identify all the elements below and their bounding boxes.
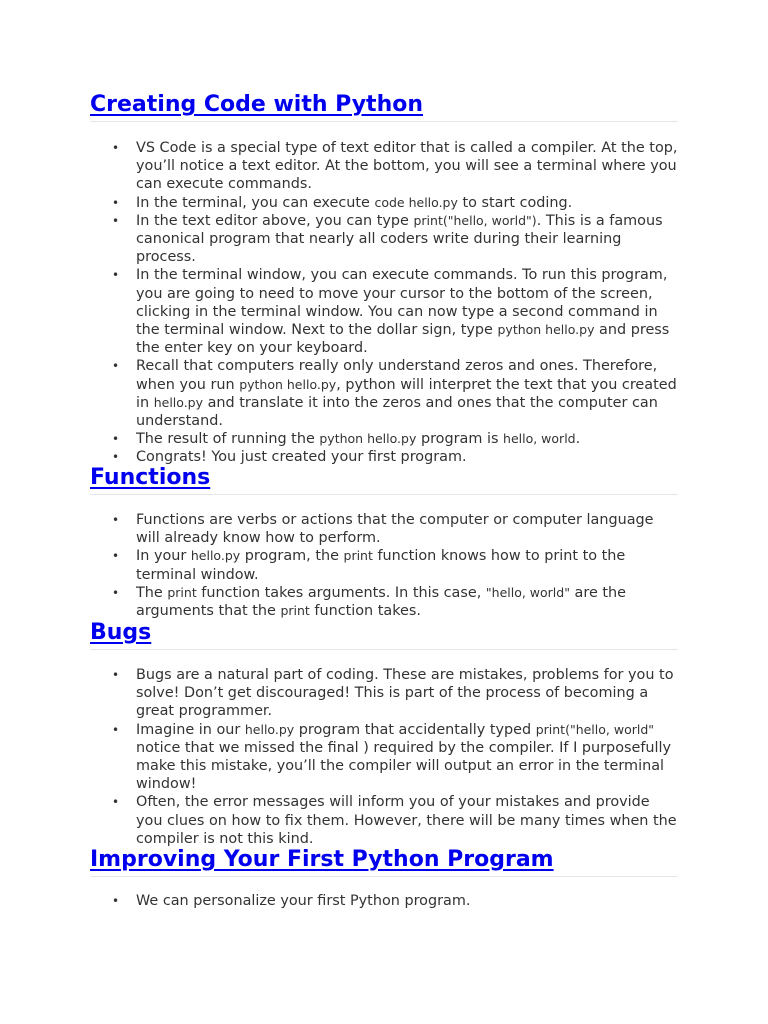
bullet-list-bugs — [90, 666, 678, 848]
inline-code: python hello.py — [319, 431, 417, 447]
bullet-list-functions — [90, 511, 678, 620]
heading-functions — [90, 464, 678, 495]
list-item-text: program that accidentally typed — [294, 721, 536, 738]
list-item-text: Congrats! You just created your first program. — [136, 449, 467, 466]
inline-code: print — [167, 584, 197, 600]
inline-code: print — [280, 603, 310, 619]
list-item-text: VS Code is a special type of text editor that is called a compiler. At the top, you’ll notice a text editor. At the bottom, you will see a terminal where you can execute commands. — [136, 140, 678, 193]
list-item — [90, 139, 678, 194]
heading-link-bugs[interactable]: Bugs — [90, 620, 152, 645]
list-item-text: function knows how to print to the terminal window. — [136, 548, 626, 583]
inline-code: hello.py — [153, 394, 203, 410]
list-item-text: , python will interpret the text that you created in — [136, 376, 677, 411]
inline-code: print("hello, world" — [535, 721, 655, 737]
list-item-text: The result of running the — [136, 431, 320, 448]
inline-code: code hello.py — [374, 194, 458, 210]
list-item — [90, 793, 678, 848]
inline-code: hello.py — [244, 721, 295, 737]
heading-link-creating-code[interactable]: Creating Code with Python — [90, 92, 424, 117]
heading-creating-code-with-python — [90, 91, 678, 122]
list-item-text: to start coding. — [457, 194, 573, 211]
list-item — [90, 212, 678, 267]
list-item-text: In your — [136, 548, 191, 565]
list-item — [90, 357, 678, 430]
list-item-text: are the arguments that the — [136, 584, 627, 620]
list-item — [90, 511, 678, 547]
list-item — [90, 547, 678, 583]
list-item-text: Functions are verbs or actions that the computer or computer language will already know how to perform. — [136, 512, 654, 547]
list-item-text: and translate it into the zeros and ones that the computer can understand. — [136, 394, 658, 430]
inline-code: print — [343, 548, 373, 564]
list-item-text: . This is a famous canonical program that nearly all coders write during their learning process. — [136, 212, 663, 266]
list-item — [90, 584, 678, 620]
inline-code: python hello.py — [497, 322, 595, 338]
inline-code: "hello, world" — [485, 584, 570, 600]
list-item-text: notice that we missed the final ) required by the compiler. If I purposefully make this mistake, you’ll the compiler will output an error in the terminal window! — [136, 739, 672, 793]
list-item — [90, 666, 678, 721]
list-item-text: program, the — [240, 548, 344, 565]
list-item — [90, 892, 678, 910]
list-item-text: Imagine in our — [136, 721, 245, 738]
list-item-text: Bugs are a natural part of coding. These are mistakes, problems for you to solve! Don’t get discouraged! This is part of the process of becoming a great programmer. — [136, 667, 674, 720]
list-item — [90, 194, 678, 212]
list-item — [90, 430, 678, 448]
heading-bugs — [90, 619, 678, 650]
list-item-text: The — [136, 584, 168, 601]
inline-code: python hello.py — [239, 376, 337, 392]
list-item-text: function takes arguments. In this case, — [196, 584, 486, 601]
heading-link-improving-program[interactable]: Improving Your First Python Program — [90, 847, 554, 872]
list-item-text: We can personalize your first Python program. — [136, 893, 471, 909]
bullet-list-improving-program — [90, 892, 678, 910]
list-item-text: program is — [416, 431, 504, 448]
bullet-list-creating-code — [90, 139, 678, 467]
list-item-text: Recall that computers really only understand zeros and ones. Therefore, when you run — [136, 358, 658, 393]
list-item-text: function takes. — [309, 603, 421, 620]
list-item — [90, 266, 678, 357]
list-item-text: . — [575, 431, 581, 448]
heading-link-functions[interactable]: Functions — [90, 465, 211, 490]
inline-code: hello, world — [503, 431, 576, 447]
heading-improving-first-python-program — [90, 846, 678, 877]
list-item-text: In the terminal, you can execute — [136, 194, 375, 211]
inline-code: hello.py — [190, 548, 241, 564]
list-item-text: Often, the error messages will inform you of your mistakes and provide you clues on how to fix them. However, there will be many times when the compiler is not this kind. — [136, 794, 677, 847]
list-item-text: In the text editor above, you can type — [136, 212, 414, 229]
inline-code: print("hello, world") — [413, 212, 537, 228]
list-item-text: and press the enter key on your keyboard. — [136, 322, 670, 357]
list-item-text: In the terminal window, you can execute commands. To run this program, you are going to need to move your cursor to the bottom of the screen, clicking in the terminal window. You can now type a second command in the terminal window. Next to the dollar sign, type — [136, 267, 668, 339]
list-item — [90, 721, 678, 794]
